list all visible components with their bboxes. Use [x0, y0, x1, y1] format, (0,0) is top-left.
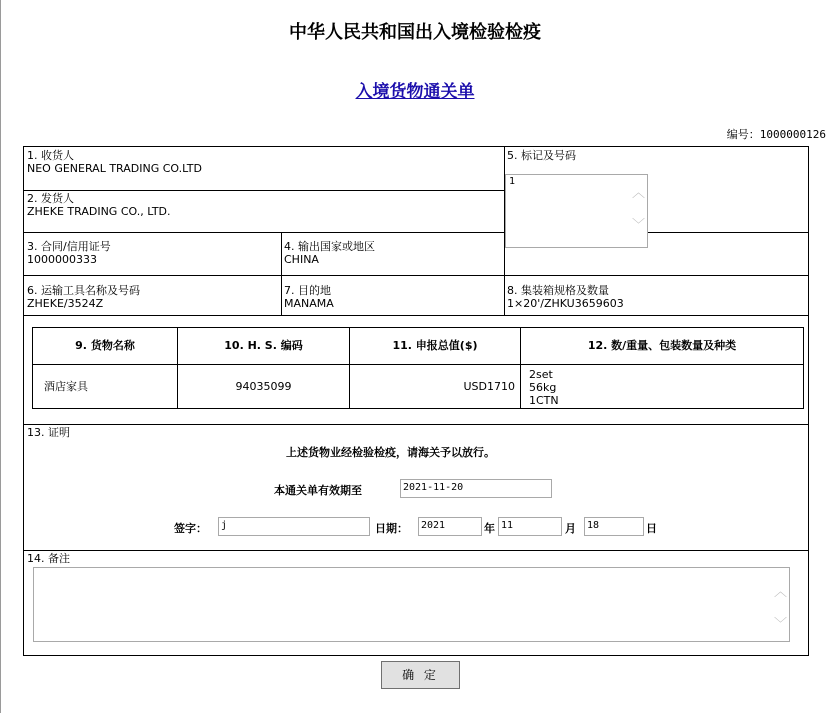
consignee-cell — [24, 147, 504, 175]
container-cell — [504, 275, 808, 315]
marks-value: 1 — [509, 176, 516, 187]
serial-value: 1000000126 — [759, 128, 826, 141]
customs-form — [23, 146, 809, 656]
qty-line: 2set — [529, 368, 553, 381]
export-country-label: 4. 输出国家或地区 — [284, 240, 375, 253]
qty-line: 56kg — [529, 381, 557, 394]
transport-value: ZHEKE/3524Z — [27, 297, 104, 310]
consignee-value: NEO GENERAL TRADING CO.LTD — [27, 162, 202, 175]
divider — [24, 315, 808, 316]
subtitle-link[interactable]: 入境货物通关单 — [355, 82, 475, 102]
serial-number — [727, 126, 826, 142]
header-goods-name: 9. 货物名称 — [75, 339, 135, 352]
consignee-label: 1. 收货人 — [27, 149, 74, 162]
certification-statement: 上述货物业经检验检疫，请海关予以放行。 — [286, 446, 495, 459]
destination-label: 7. 目的地 — [284, 284, 331, 297]
marks-label: 5. 标记及号码 — [507, 149, 576, 162]
export-country-cell — [281, 232, 504, 275]
scroll-up-icon[interactable]: ︿ — [774, 585, 788, 600]
header-quantity: 12. 数/重量、包装数量及种类 — [587, 339, 737, 352]
signature-input[interactable]: j — [218, 517, 370, 536]
consignor-value: ZHEKE TRADING CO., LTD. — [27, 205, 171, 218]
transport-label: 6. 运输工具名称及号码 — [27, 284, 140, 297]
goods-value: USD1710 — [463, 380, 515, 393]
document-title: 中华人民共和国出入境检验检疫 — [289, 22, 541, 43]
contract-value: 1000000333 — [27, 253, 97, 266]
month-input[interactable]: 11 — [498, 517, 562, 536]
page-left-border — [0, 0, 1, 713]
scroll-down-icon[interactable]: ﹀ — [632, 218, 646, 233]
validity-label: 本通关单有效期至 — [274, 484, 362, 497]
validity-input[interactable]: 2021-11-20 — [400, 479, 552, 498]
contract-cell — [24, 232, 281, 275]
confirm-button[interactable]: 确 定 — [381, 661, 460, 689]
header-total-value: 11. 申报总值($) — [392, 339, 478, 352]
year-label: 年 — [484, 522, 495, 535]
goods-name: 酒店家具 — [44, 380, 88, 393]
destination-value: MANAMA — [284, 297, 334, 310]
remarks-textarea[interactable] — [33, 567, 790, 642]
container-label: 8. 集装箱规格及数量 — [507, 284, 609, 297]
container-value: 1×20'/ZHKU3659603 — [507, 297, 624, 310]
scroll-down-icon[interactable]: ﹀ — [774, 617, 788, 632]
marks-textarea[interactable] — [505, 174, 648, 248]
header-hs-code: 10. H. S. 编码 — [224, 339, 303, 352]
qty-line: 1CTN — [529, 394, 559, 407]
marks-scrollbar[interactable] — [630, 175, 647, 247]
remarks-label: 14. 备注 — [27, 552, 70, 565]
date-label: 日期： — [375, 522, 408, 535]
serial-label: 编号： — [726, 128, 760, 141]
consignor-label: 2. 发货人 — [27, 192, 74, 205]
certification-label: 13. 证明 — [27, 426, 70, 439]
destination-cell — [281, 275, 504, 315]
goods-hs-code: 94035099 — [235, 380, 292, 393]
day-label: 日 — [646, 522, 657, 535]
goods-table — [32, 327, 804, 409]
year-input[interactable]: 2021 — [418, 517, 482, 536]
signature-label: 签字： — [174, 522, 207, 535]
document-subtitle[interactable] — [0, 77, 830, 102]
goods-qty — [529, 365, 799, 409]
month-label: 月 — [565, 522, 576, 535]
contract-label: 3. 合同/信用证号 — [27, 240, 111, 253]
day-input[interactable]: 18 — [584, 517, 644, 536]
remarks-scrollbar[interactable] — [772, 568, 789, 641]
consignor-cell — [24, 190, 504, 232]
export-country-value: CHINA — [284, 253, 319, 266]
transport-cell — [24, 275, 281, 315]
scroll-up-icon[interactable]: ︿ — [632, 186, 646, 201]
